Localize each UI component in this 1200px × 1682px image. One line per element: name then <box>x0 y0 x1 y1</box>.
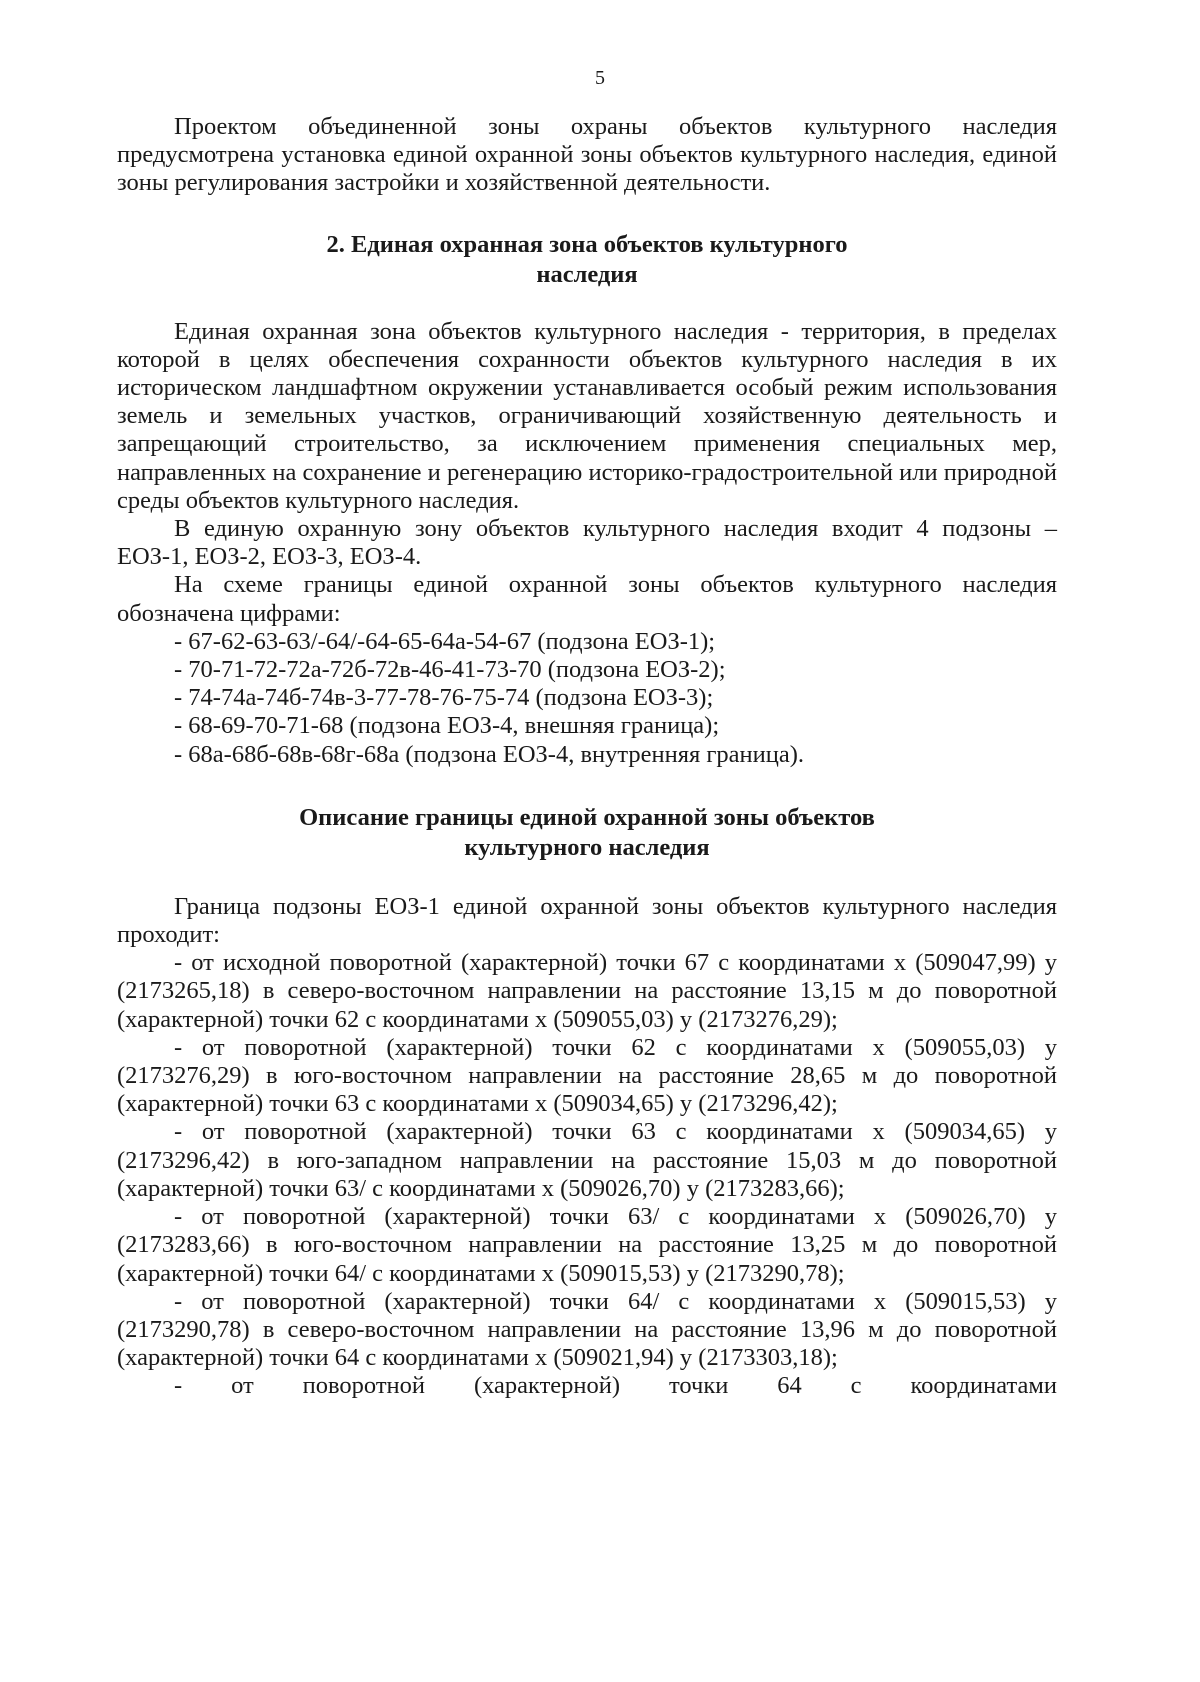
boundary-item: - от исходной поворотной (характерной) точки 67 с координатами х (509047,99) у (2173265,18) в северо-восточном направлении на расстояние 13,15 м до поворотной (характерной) точки 62 с координатами х (509055,03) у (2173276,29); <box>117 949 1057 1033</box>
zone-list-item: - 74-74а-74б-74в-3-77-78-76-75-74 (подзона ЕОЗ-3); <box>174 684 714 712</box>
boundary-item: - от поворотной (характерной) точки 64/ с координатами х (509015,53) у (2173290,78) в северо-восточном направлении на расстояние 13,96 м до поворотной (характерной) точки 64 с координатами х (509021,94) у (2173303,18); <box>117 1287 1057 1372</box>
section-2-paragraph-2: В единую охранную зону объектов культурного наследия входит 4 подзоны – ЕОЗ-1, ЕОЗ-2, ЕОЗ-3, ЕОЗ-4. <box>117 515 1057 571</box>
zone-list-item: - 68-69-70-71-68 (подзона ЕОЗ-4, внешняя граница); <box>174 712 720 740</box>
boundary-item: - от поворотной (характерной) точки 64 с координатами <box>174 1372 1057 1400</box>
zone-list-item: - 67-62-63-63/-64/-64-65-64а-54-67 (подзона ЕОЗ-1); <box>174 627 716 655</box>
zone-list-item: - 70-71-72-72а-72б-72в-46-41-73-70 (подзона ЕОЗ-2); <box>174 656 726 684</box>
section-3-paragraph-1: Граница подзоны ЕОЗ-1 единой охранной зоны объектов культурного наследия проходит: <box>117 892 1057 949</box>
boundary-item: - от поворотной (характерной) точки 63/ с координатами х (509026,70) у (2173283,66) в юго-восточном направлении на расстояние 13,25 м до поворотной (характерной) точки 64/ с координатами х (509015,53) у (2173290,78); <box>117 1203 1057 1287</box>
intro-paragraph: Проектом объединенной зоны охраны объектов культурного наследия предусмотрена установка единой охранной зоны объектов культурного наследия, единой зоны регулирования застройки и хозяйственной деятельности. <box>117 113 1057 197</box>
section-2-heading-line-1: 2. Единая охранная зона объектов культурного <box>326 230 848 258</box>
boundary-item: - от поворотной (характерной) точки 63 с координатами х (509034,65) у (2173296,42) в юго-западном направлении на расстояние 15,03 м до поворотной (характерной) точки 63/ с координатами х (509026,70) у (2173283,66); <box>117 1118 1057 1202</box>
section-3-heading-line-1: Описание границы единой охранной зоны объектов <box>299 803 875 831</box>
section-2-paragraph-1: Единая охранная зона объектов культурного наследия - территория, в пределах которой в целях обеспечения сохранности объектов культурного наследия в их историческом ландшафтном окружении устанавливается особый режим использования земель и земельных участков, ограничивающий хозяйственную деятельность и запрещающий строительство, за исключением применения специальных мер, направленных на сохранение и регенерацию историко-градостроительной или природной среды объектов культурного наследия. <box>117 317 1057 514</box>
section-2-heading-line-2: наследия <box>536 260 638 288</box>
section-2-paragraph-3: На схеме границы единой охранной зоны объектов культурного наследия обозначена цифрами: <box>117 571 1057 627</box>
document-body <box>117 113 1057 1401</box>
boundary-item: - от поворотной (характерной) точки 62 с координатами х (509055,03) у (2173276,29) в юго-восточном направлении на расстояние 28,65 м до поворотной (характерной) точки 63 с координатами х (509034,65) у (2173296,42); <box>117 1033 1057 1118</box>
section-3-heading-line-2: культурного наследия <box>464 833 710 861</box>
page-number: 5 <box>595 67 605 89</box>
zone-list-item: - 68а-68б-68в-68г-68а (подзона ЕОЗ-4, внутренняя граница). <box>174 740 805 768</box>
